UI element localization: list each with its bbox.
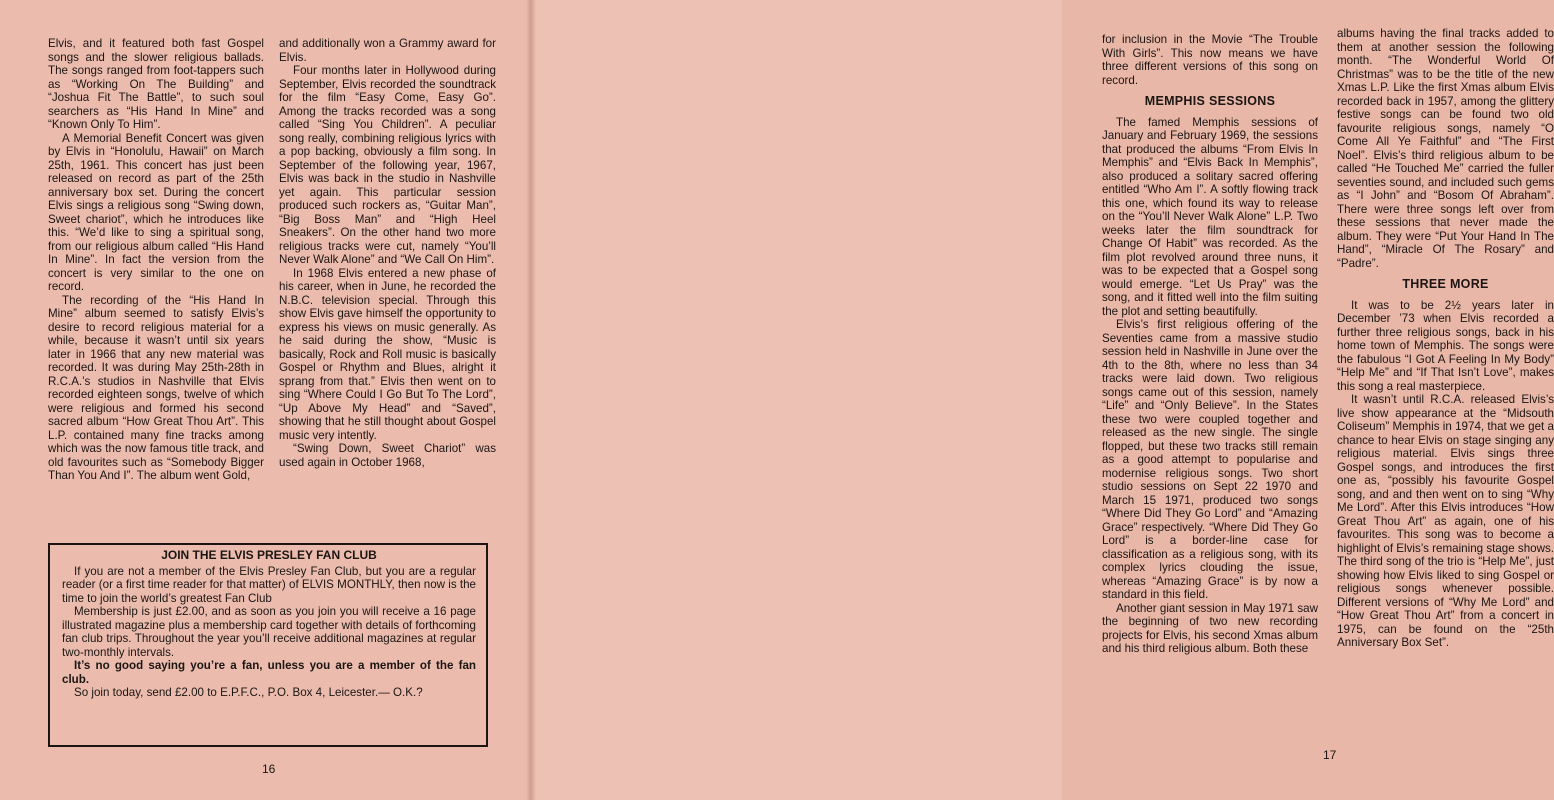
section-heading: THREE MORE xyxy=(1402,277,1489,291)
paragraph: Four months later in Hollywood during September, Elvis recorded the soundtrack for the film “Easy Come, Easy Go”. Among the tracks recorded was a song called “Sing You Children”. A peculiar song really, combining religious lyrics with a pop backing, obviously a film song. In September of the following year, 1967, Elvis was back in the studio in Nashville yet again. This particular session produced such rockers as, “Guitar Man”, “Big Boss Man” and “High Heel Sneakers”. On the other hand two more religious tracks were cut, namely “You’ll Never Walk Alone” and “We Call On Him”. xyxy=(279,64,496,266)
section-heading: MEMPHIS SESSIONS xyxy=(1144,94,1276,108)
left-page-column-1 xyxy=(48,37,264,483)
fan-club-paragraph: Membership is just £2.00, and as soon as you join you will receive a 16 page illustrated magazine plus a membership card together with details of forthcoming fan club trips. Throughout the year you’ll receive additional magazines at regular two-monthly intervals. xyxy=(62,605,476,659)
paragraph: albums having the final tracks added to them at another session the following month. “The Wonderful World Of Christmas” was to be the title of the new Xmas L.P. Like the first Xmas album Elvis recorded back in 1957, among the glittery festive songs can be found two old favourite religious songs, namely “O Come All Ye Faithful” and “The First Noel”. Elvis’s third religious album to be called “He Touched Me” carried the fuller seventies sound, and included such gems as “I John” and “Bosom Of Abraham”. There were three songs left over from these sessions that never made the album. They were “Put Your Hand In The Hand”, “Miracle Of The Rosary” and “Padre”. xyxy=(1337,27,1554,270)
fan-club-paragraph: If you are not a member of the Elvis Presley Fan Club, but you are a regular reader (or a first time reader for that matter) of ELVIS MONTHLY, then now is the time to join the world’s greatest Fan Club xyxy=(62,564,476,605)
right-page-column-1 xyxy=(1102,33,1318,656)
paragraph: Another giant session in May 1971 saw the beginning of two new recording projects for Elvis, his second Xmas album and his third religious album. Both these xyxy=(1102,601,1318,655)
page-number: 16 xyxy=(262,762,276,776)
paragraph: A Memorial Benefit Concert was given by Elvis in “Honolulu, Hawaii” on March 25th, 1961. This concert has just been released on record as part of the 25th anniversary box set. During the concert Elvis sings a religious song “Swing down, Sweet chariot”, which he introduces like this. “We’d like to sing a spiritual song, from our religious album called “His Hand In Mine”. In fact the version from the concert is very similar to the one on record. xyxy=(48,131,264,293)
fan-club-title: JOIN THE ELVIS PRESLEY FAN CLUB xyxy=(161,548,377,562)
page-16 xyxy=(0,0,531,800)
fan-club-paragraph: So join today, send £2.00 to E.P.F.C., P.O. Box 4, Leicester.— O.K.? xyxy=(74,686,423,699)
paragraph: The famed Memphis sessions of January and February 1969, the sessions that produced the albums “From Elvis In Memphis” and “Elvis Back In Memphis”, also produced a solitary sacred offering entitled “Who Am I”. A softly flowing track this one, which found its way to release on the “You’ll Never Walk Alone” L.P. Two weeks later the film soundtrack for Change Of Habit” was recorded. As the film plot revolved around three nuns, it was to be expected that a Gospel song would emerge. “Let Us Pray” was the song, and it fitted well into the film suiting the plot and setting beautifully. xyxy=(1102,115,1318,318)
page-gutter xyxy=(526,0,536,800)
paragraph: and additionally won a Grammy award for Elvis. xyxy=(279,37,496,64)
left-page-column-2 xyxy=(279,37,496,469)
fan-club-box xyxy=(48,543,488,747)
paragraph: It wasn’t until R.C.A. released Elvis’s live show appearance at the “Midsouth Coliseum” Memphis in 1974, that we get a chance to hear Elvis on stage singing any religious material. Elvis sings three Gospel songs, and introduces the first one as, “possibly his favourite Gospel song, and and then went on to sing “Why Me Lord”. After this Elvis introduces “How Great Thou Art” as again, one of his favourites. This song was to become a highlight of Elvis’s remaining stage shows. The third song of the trio is “Help Me”, just showing how Elvis liked to sing Gospel or religious songs whenever possible. Different versions of “Why Me Lord” and “How Great Thou Art” from a concert in 1975, can be found on the “25th Anniversary Box Set”. xyxy=(1337,393,1554,649)
paragraph: Elvis’s first religious offering of the Seventies came from a massive studio session held in Nashville in June over the 4th to the 8th, where no less than 34 tracks were laid down. Two religious songs came out of this session, namely “Life” and “Only Believe”. In the States these two were coupled together and released as the new single. The single flopped, but these two tracks still remain as a good attempt to popularise and modernise religious songs. Two short studio sessions on Sept 22 1970 and March 15 1971, produced two songs “Where Did They Go Lord” and “Amazing Grace” respectively. “Where Did They Go Lord” is a border-line case for classification as a religious song, with its complex lyrics clouding the issue, whereas “Amazing Grace” is by now a standard in this field. xyxy=(1102,318,1318,601)
page-17 xyxy=(531,0,1554,800)
right-page-column-2 xyxy=(1337,27,1554,650)
paragraph: “Swing Down, Sweet Chariot” was used again in October 1968, xyxy=(279,442,496,469)
paragraph: The recording of the “His Hand In Mine” album seemed to satisfy Elvis’s desire to record religious material for a while, because it wasn’t until six years later in 1966 that any new material was recorded. It was during May 25th-28th in R.C.A.’s studios in Nashville that Elvis recorded eighteen songs, twelve of which were religious and formed his second sacred album “How Great Thou Art”. This L.P. contained many fine tracks among which was the now famous title track, and old favourites such as “Somebody Bigger Than You And I”. The album went Gold, xyxy=(48,293,264,482)
fan-club-emphasis: It’s no good saying you’re a fan, unless you are a member of the fan club. xyxy=(62,659,476,686)
paragraph: It was to be 2½ years later in December ’73 when Elvis recorded a further three religious songs, back in his home town of Memphis. The songs were the fabulous “I Got A Feeling In My Body” “Help Me” and “If That Isn’t Love”, makes this song a real masterpiece. xyxy=(1337,298,1554,393)
page-number: 17 xyxy=(1323,748,1337,762)
paragraph: Elvis, and it featured both fast Gospel songs and the slower religious ballads. The songs ranged from foot-tappers such as “Working On The Building” and “Joshua Fit The Battle”, to such soul searchers as “His Hand In Mine” and “Known Only To Him”. xyxy=(48,37,264,131)
paragraph: In 1968 Elvis entered a new phase of his career, when in June, he recorded the N.B.C. television special. Through this show Elvis gave himself the opportunity to express his views on music generally. As he said during the show, “Music is basically, Rock and Roll music is basically Gospel or Rhythm and Blues, alright it sprang from that.” Elvis then went on to sing “Where Could I Go But To The Lord”, “Up Above My Head” and “Saved”, showing that he still thought about Gospel music very intently. xyxy=(279,266,496,442)
paragraph: for inclusion in the Movie “The Trouble With Girls”. This now means we have three different versions of this song on record. xyxy=(1102,33,1318,87)
